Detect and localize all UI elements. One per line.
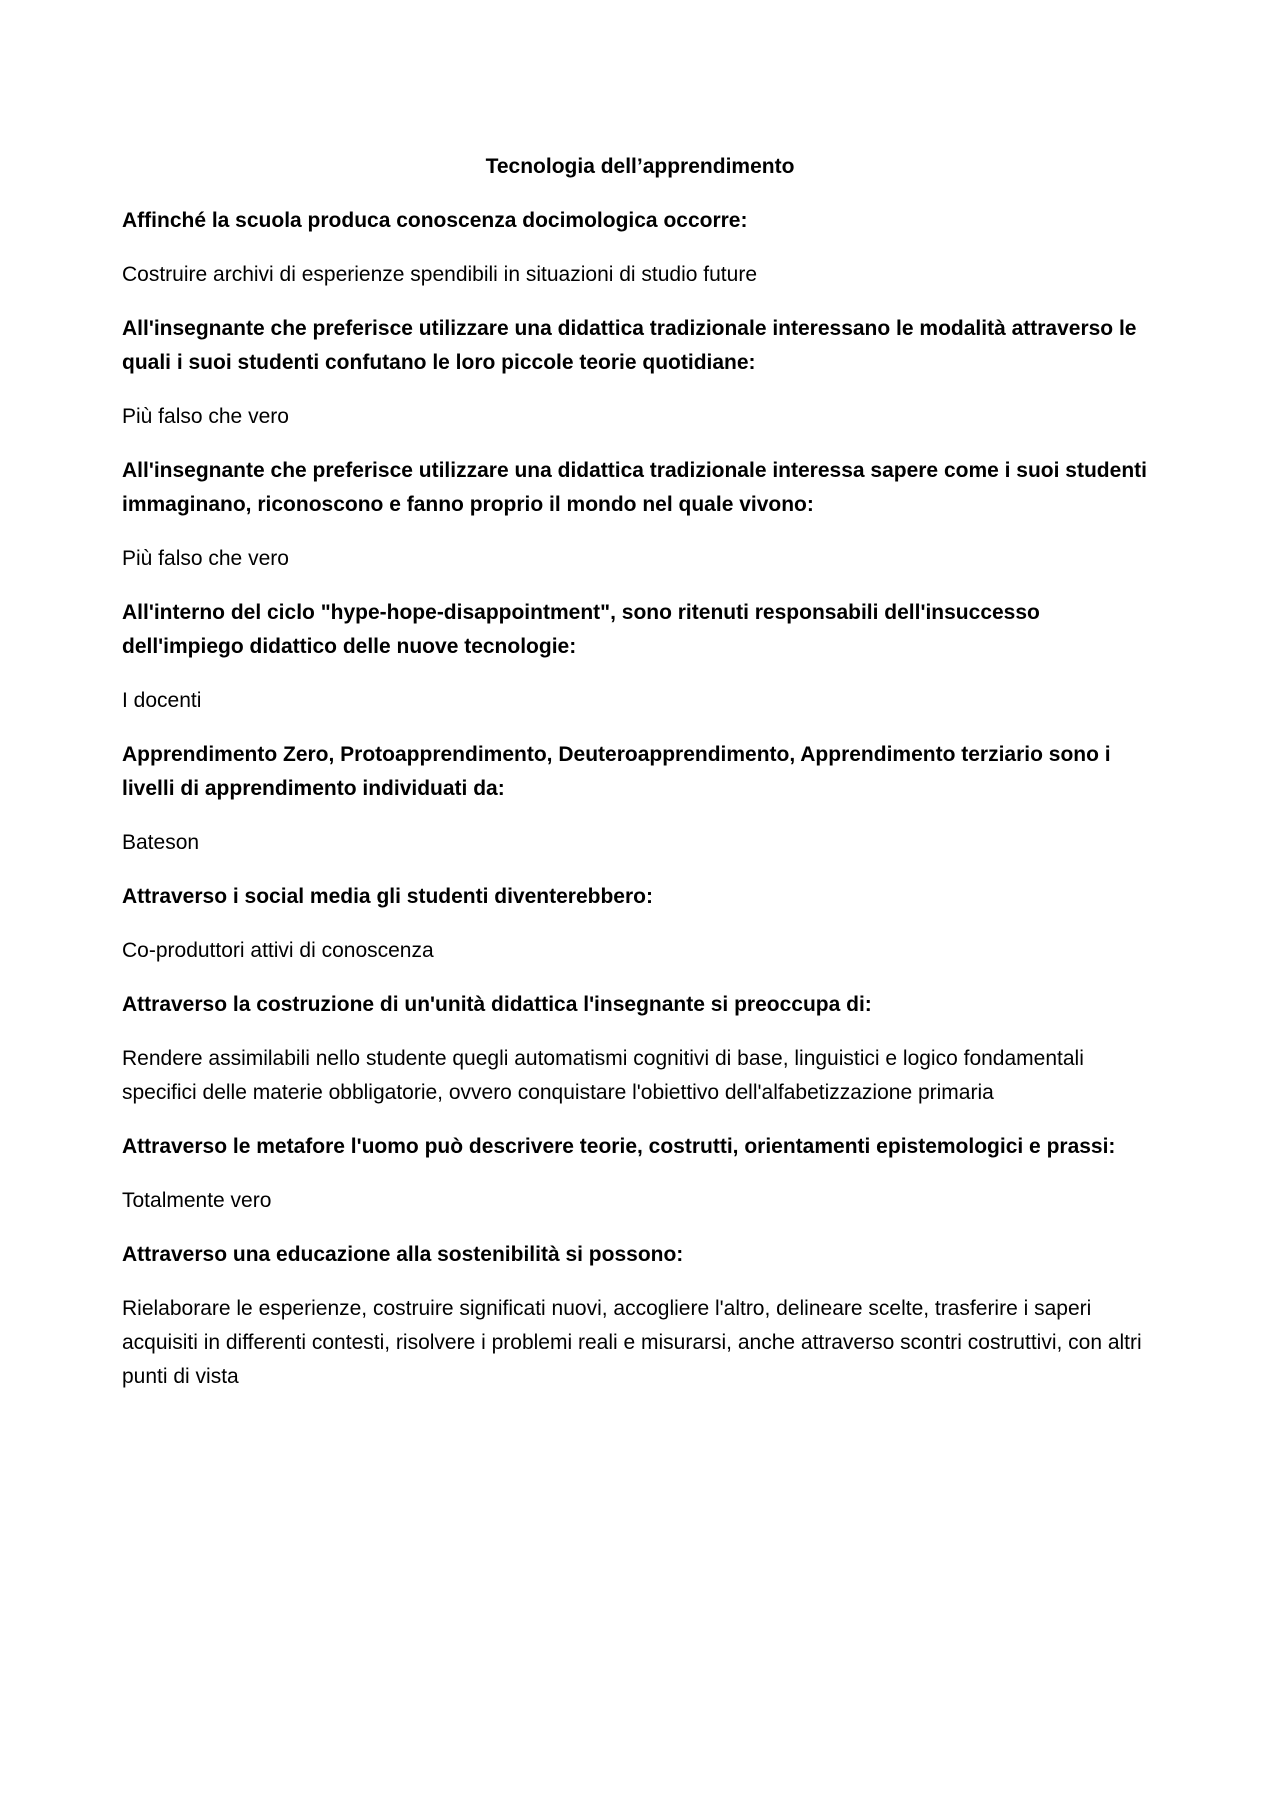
- answer-text: Bateson: [122, 831, 200, 854]
- qa-item: [122, 1238, 1158, 1394]
- qa-item: [122, 312, 1158, 434]
- question-text: Attraverso i social media gli studenti diventerebbero:: [122, 885, 653, 908]
- answer-text: Più falso che vero: [122, 547, 289, 570]
- question-text: All'insegnante che preferisce utilizzare una didattica tradizionale interessa sapere come i suoi studenti immaginano, riconoscono e fanno proprio il mondo nel quale vivono:: [122, 459, 1147, 516]
- question-text: Affinché la scuola produca conoscenza docimologica occorre:: [122, 209, 748, 232]
- answer-text: Più falso che vero: [122, 405, 289, 428]
- question-text: Apprendimento Zero, Protoapprendimento, Deuteroapprendimento, Apprendimento terziario sono i livelli di apprendimento individuati da:: [122, 743, 1111, 800]
- answer-text: Rendere assimilabili nello studente quegli automatismi cognitivi di base, linguistici e logico fondamentali specifici delle materie obbligatorie, ovvero conquistare l'obiettivo dell'alfabetizzazione primaria: [122, 1047, 1084, 1104]
- qa-item: [122, 738, 1158, 860]
- qa-item: [122, 596, 1158, 718]
- qa-item: [122, 880, 1158, 968]
- qa-item: [122, 988, 1158, 1110]
- document-title: Tecnologia dell’apprendimento: [485, 155, 795, 178]
- answer-text: Costruire archivi di esperienze spendibili in situazioni di studio future: [122, 263, 757, 286]
- question-text: All'insegnante che preferisce utilizzare una didattica tradizionale interessano le modalità attraverso le quali i suoi studenti confutano le loro piccole teorie quotidiane:: [122, 317, 1137, 374]
- qa-item: [122, 204, 1158, 292]
- question-text: Attraverso una educazione alla sostenibilità si possono:: [122, 1243, 684, 1266]
- question-text: Attraverso le metafore l'uomo può descrivere teorie, costrutti, orientamenti epistemologici e prassi:: [122, 1135, 1116, 1158]
- answer-text: Co-produttori attivi di conoscenza: [122, 939, 434, 962]
- answer-text: I docenti: [122, 689, 202, 712]
- question-text: All'interno del ciclo "hype-hope-disappointment", sono ritenuti responsabili dell'insuccesso dell'impiego didattico delle nuove tecnologie:: [122, 601, 1040, 658]
- qa-item: [122, 1130, 1158, 1218]
- answer-text: Totalmente vero: [122, 1189, 272, 1212]
- qa-item: [122, 454, 1158, 576]
- answer-text: Rielaborare le esperienze, costruire significati nuovi, accogliere l'altro, delineare scelte, trasferire i saperi acquisiti in differenti contesti, risolvere i problemi reali e misurarsi, anche attraverso scontri costruttivi, con altri punti di vista: [122, 1297, 1142, 1388]
- document-body: [122, 150, 1158, 1414]
- question-text: Attraverso la costruzione di un'unità didattica l'insegnante si preoccupa di:: [122, 993, 872, 1016]
